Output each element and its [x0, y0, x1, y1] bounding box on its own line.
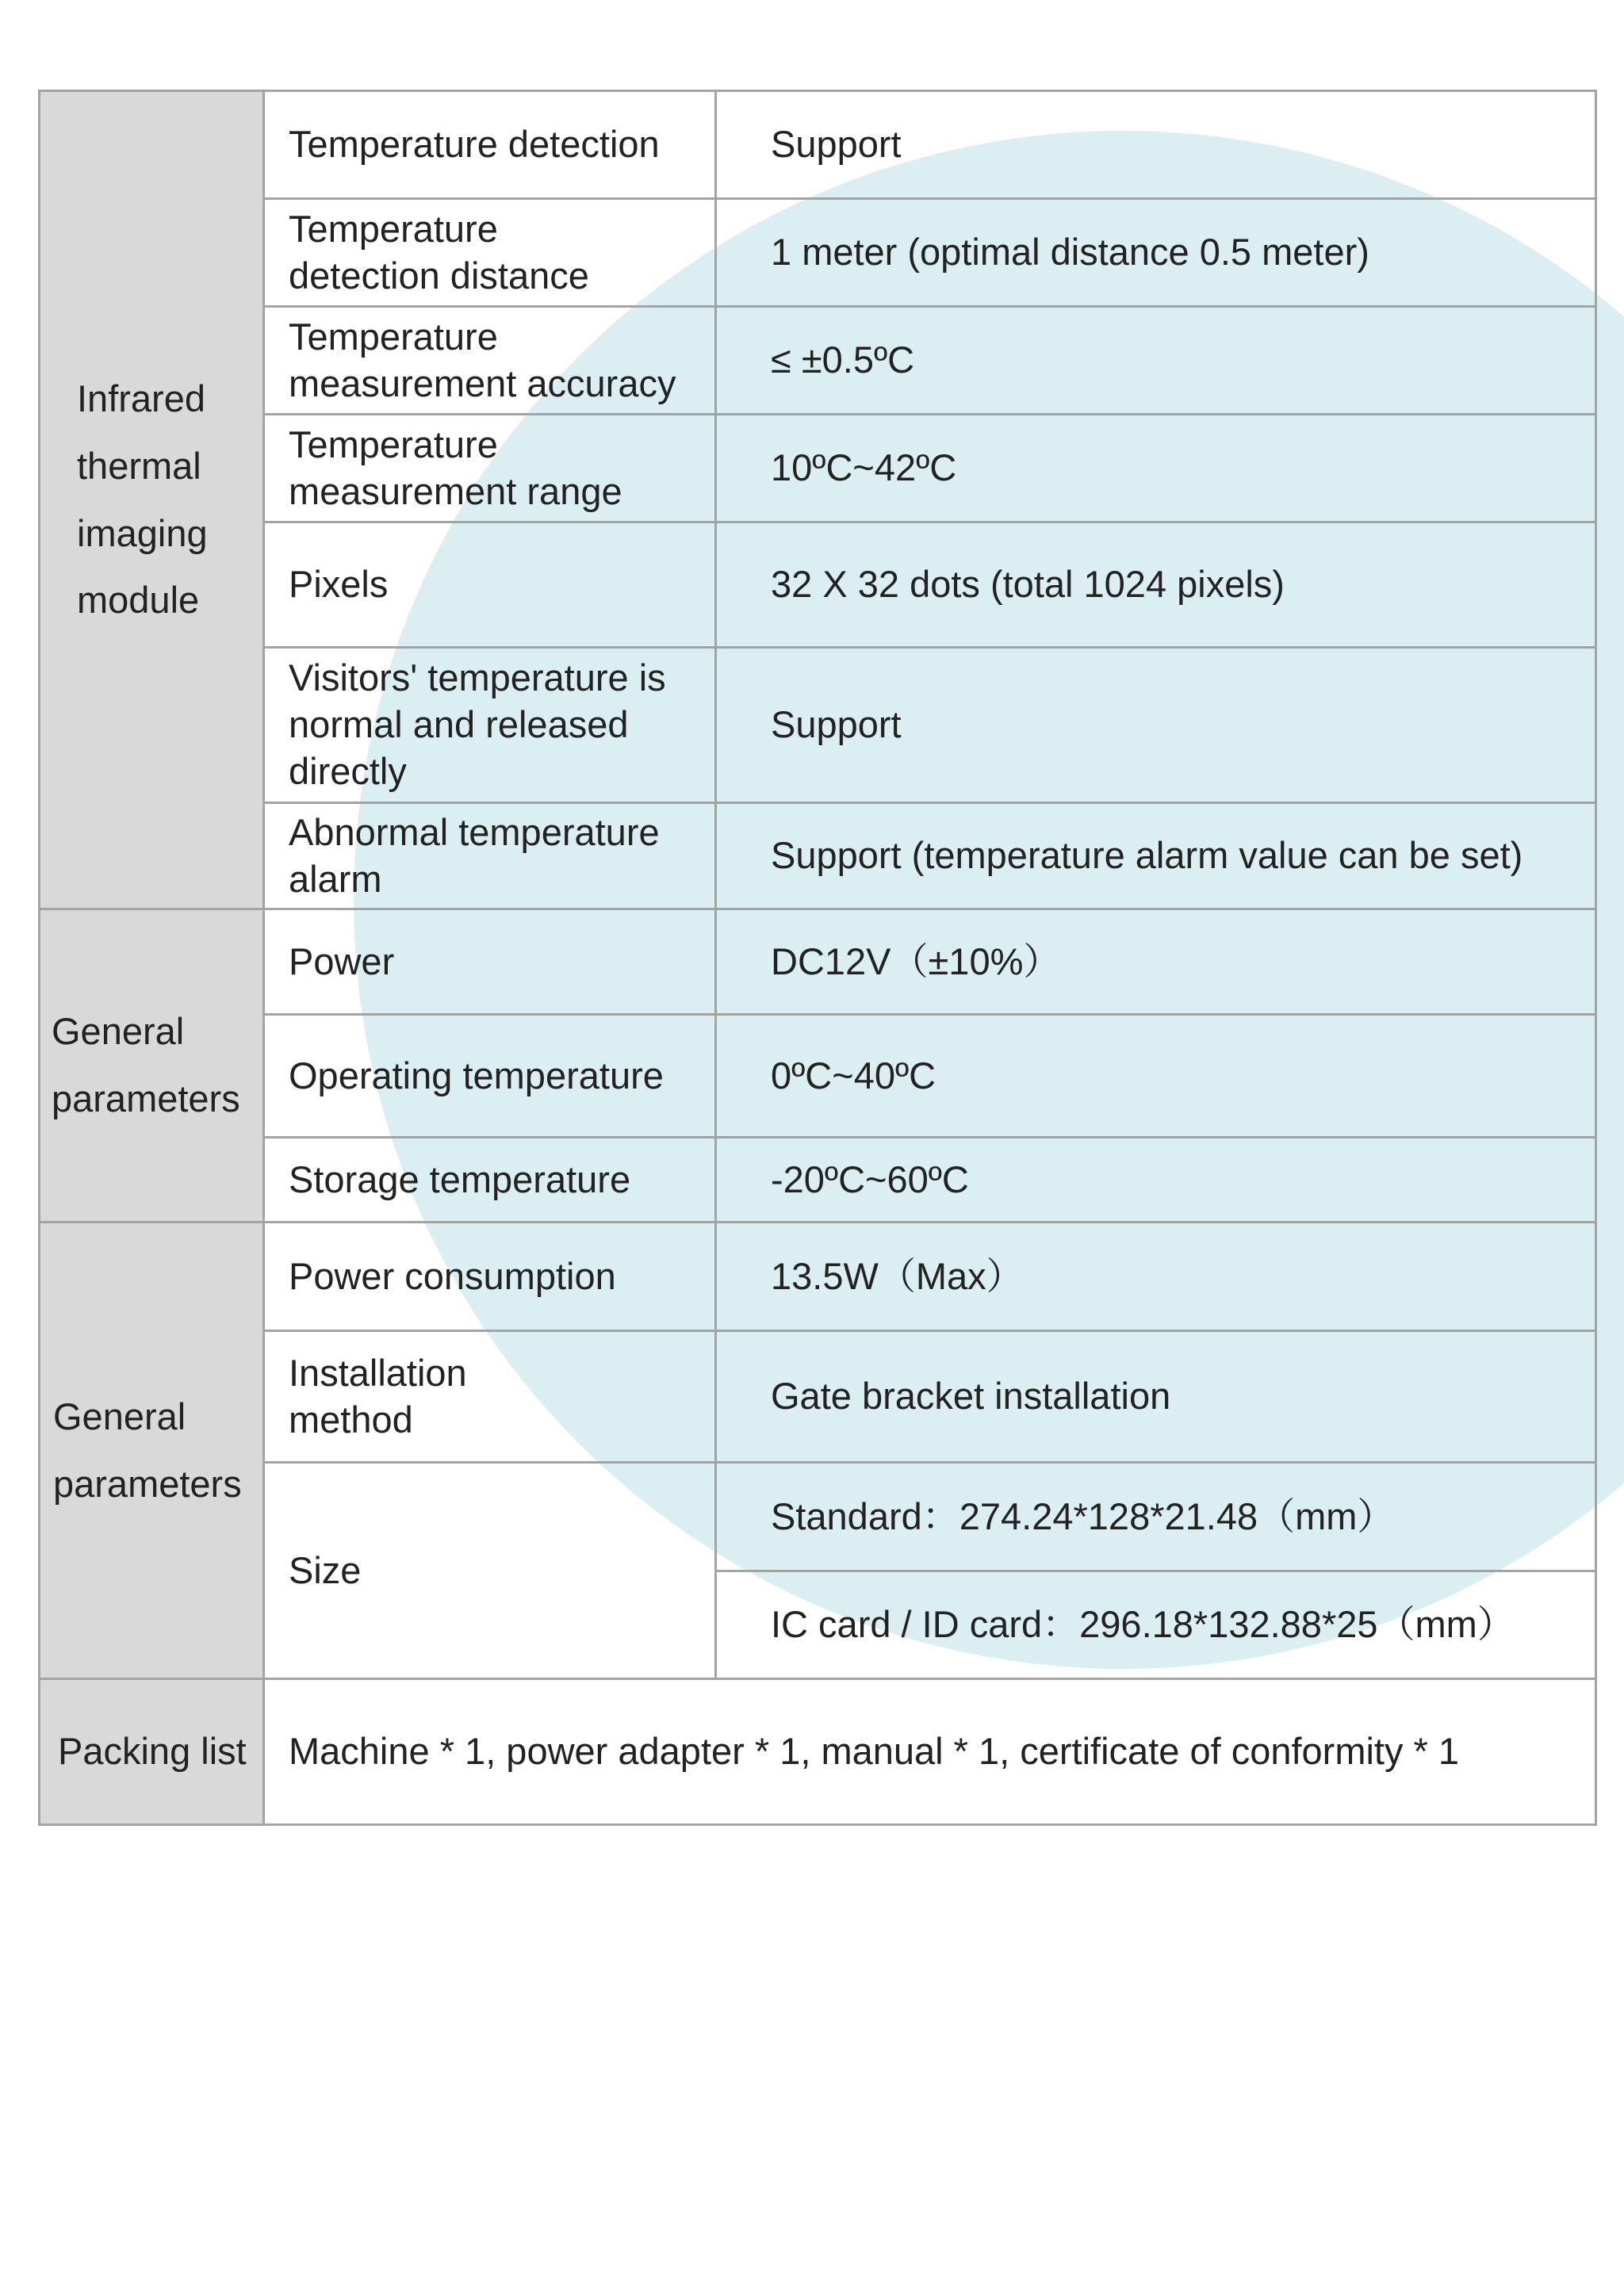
table-row	[40, 199, 1596, 307]
table-row	[40, 1463, 1596, 1571]
table-row	[40, 307, 1596, 415]
param-value: 10ºC~42ºC	[716, 415, 1596, 522]
table-row	[40, 803, 1596, 909]
param-label: Operating temperature	[264, 1015, 716, 1138]
param-value: 13.5W（Max）	[716, 1223, 1596, 1331]
group-general-label: General parameters	[40, 909, 264, 1223]
param-label: Power consumption	[264, 1223, 716, 1331]
packing-value: Machine * 1, power adapter * 1, manual * 1, certificate of conformity * 1	[264, 1679, 1596, 1825]
param-value: Support (temperature alarm value can be set)	[716, 803, 1596, 909]
table-row	[40, 1138, 1596, 1223]
param-value: -20ºC~60ºC	[716, 1138, 1596, 1223]
table-row	[40, 91, 1596, 199]
table-row	[40, 909, 1596, 1015]
param-value: ≤ ±0.5ºC	[716, 307, 1596, 415]
param-label: Temperature detection distance	[264, 199, 716, 307]
param-value: Support	[716, 91, 1596, 199]
param-label: Temperature measurement accuracy	[264, 307, 716, 415]
table-row	[40, 415, 1596, 522]
table-row	[40, 1223, 1596, 1331]
group-packing-label: Packing list	[40, 1679, 264, 1825]
param-label: Pixels	[264, 522, 716, 648]
param-label: Installation method	[264, 1331, 716, 1463]
param-value: Standard：274.24*128*21.48（mm）	[716, 1463, 1596, 1571]
table-row	[40, 522, 1596, 648]
table-row	[40, 648, 1596, 803]
group-general-label: General parameters	[40, 1223, 264, 1679]
param-label: Visitors' temperature is normal and released directly	[264, 648, 716, 803]
table-row	[40, 1331, 1596, 1463]
param-value: DC12V（±10%）	[716, 909, 1596, 1015]
param-value: 1 meter (optimal distance 0.5 meter)	[716, 199, 1596, 307]
param-label: Storage temperature	[264, 1138, 716, 1223]
param-value: IC card / ID card：296.18*132.88*25（mm）	[716, 1571, 1596, 1679]
param-label: Power	[264, 909, 716, 1015]
param-value: 0ºC~40ºC	[716, 1015, 1596, 1138]
param-label: Temperature measurement range	[264, 415, 716, 522]
param-label: Temperature detection	[264, 91, 716, 199]
param-value: 32 X 32 dots (total 1024 pixels)	[716, 522, 1596, 648]
param-value: Support	[716, 648, 1596, 803]
param-value: Gate bracket installation	[716, 1331, 1596, 1463]
param-label: Size	[264, 1463, 716, 1679]
spec-table	[38, 90, 1597, 1826]
table-row	[40, 1015, 1596, 1138]
group-infrared-label: Infrared thermal imaging module	[40, 91, 264, 909]
param-label: Abnormal temperature alarm	[264, 803, 716, 909]
table-row	[40, 1679, 1596, 1825]
